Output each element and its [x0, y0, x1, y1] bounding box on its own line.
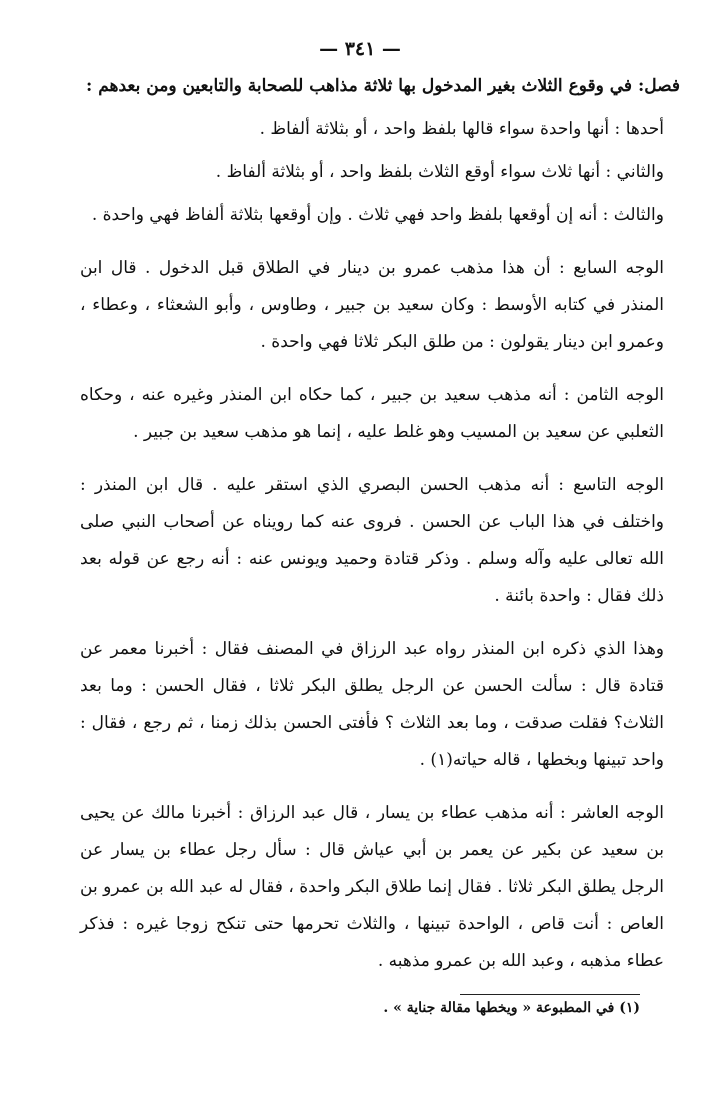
paragraph-second-view: والثاني : أنها ثلاث سواء أوقع الثلاث بلفظ واحد ، أو بثلاثة ألفاظ .	[215, 162, 664, 182]
paragraph-tenth-aspect: الوجه العاشر : أنه مذهب عطاء بن يسار ، قال عبد الرزاق : أخبرنا مالك عن يحيى بن سعيد عن بكير عن يعمر بن أبي عياش قال : سأل رجل عطاء بن يسار عن الرجل يطلق البكر ثلاثا . فقال إنما طلاق البكر واحدة ، فقال له عبد الله بن عمرو بن العاص : أنت قاص ، الواحدة تبينها ، والثلاث تحرمها حتى تنكح زوجا غيره : فذكر عطاء مذهبه ، وعبد الله بن عمرو مذهبه .	[80, 803, 664, 971]
paragraph-abdulrazzaq-report: وهذا الذي ذكره ابن المنذر رواه عبد الرزاق في المصنف فقال : أخبرنا معمر عن قتادة قال : سألت الحسن عن الرجل يطلق البكر ثلاثا ، فقال الحسن : وما بعد الثلاث؟ فقلت صدقت ، وما بعد الثلاث ؟ فأفتى الحسن بذلك زمنا ، ثم رجع ، فقال : واحد تبينها وبخطها ، قاله حياته(١) .	[80, 639, 664, 770]
page-number: — ٣٤١ —	[319, 38, 401, 60]
page-body	[80, 68, 680, 996]
section-heading-paragraph: فصل: في وقوع الثلاث بغير المدخول بها ثلاثة مذاهب للصحابة والتابعين ومن بعدهم :	[86, 76, 680, 96]
footnote: (١) في المطبوعة « ويخطها مقالة جناية » .	[383, 1000, 640, 1016]
paragraph-third-view: والثالث : أنه إن أوقعها بلفظ واحد فهي ثلاث . وإن أوقعها بثلاثة ألفاظ فهي واحدة .	[91, 205, 664, 225]
paragraph-first-view: أحدها : أنها واحدة سواء قالها بلفظ واحد ، أو بثلاثة ألفاظ .	[259, 119, 664, 139]
paragraph-eighth-aspect: الوجه الثامن : أنه مذهب سعيد بن جبير ، كما حكاه ابن المنذر وغيره عنه ، وحكاه الثعلبي عن سعيد بن المسيب وهو غلط عليه ، إنما هو مذهب سعيد بن جبير .	[80, 385, 664, 442]
footnote-divider	[460, 994, 640, 995]
paragraph-seventh-aspect: الوجه السابع : أن هذا مذهب عمرو بن دينار في الطلاق قبل الدخول . قال ابن المنذر في كتابه الأوسط : وكان سعيد بن جبير ، وطاوس ، وأبو الشعثاء ، وعطاء ، وعمرو ابن دينار يقولون : من طلق البكر ثلاثا فهي واحدة .	[80, 258, 664, 352]
paragraph-ninth-aspect: الوجه التاسع : أنه مذهب الحسن البصري الذي استقر عليه . قال ابن المنذر : واختلف في هذا الباب عن الحسن . فروى عنه كما رويناه عن أصحاب النبي صلى الله تعالى عليه وآله وسلم . وذكر قتادة وحميد ويونس عنه : أنه رجع عن قوله بعد ذلك فقال : واحدة بائنة .	[80, 475, 664, 606]
